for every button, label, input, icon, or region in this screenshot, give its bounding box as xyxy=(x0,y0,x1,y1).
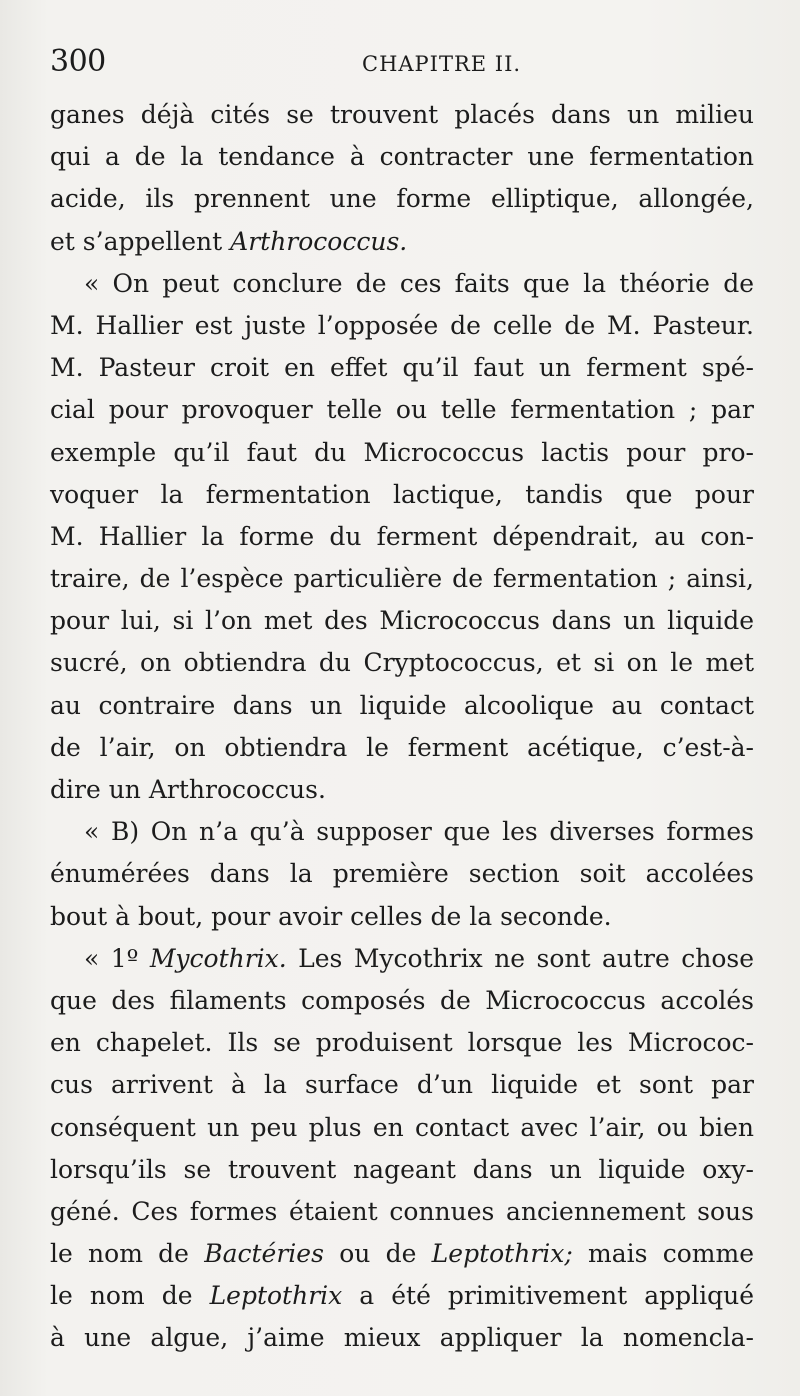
text-line: acide, ils prennent une forme elliptique, allongée, xyxy=(50,184,754,214)
text-line: traire, de l’espèce particulière de fermentation ; ainsi, xyxy=(50,564,754,594)
text-line: au contraire dans un liquide alcoolique au contact xyxy=(50,690,754,720)
text-line: « B) On n’a qu’à supposer que les diverses formes xyxy=(84,817,754,847)
text-line: M. Hallier la forme du ferment dépendrait, au con- xyxy=(50,521,754,551)
text-line: dire un Arthrococcus. xyxy=(50,775,326,804)
text-segment: a été primitivement appliqué xyxy=(342,1281,755,1311)
text-line: conséquent un peu plus en contact avec l’air, ou bien xyxy=(50,1112,754,1142)
text-line: cus arrivent à la surface d’un liquide et sont par xyxy=(50,1070,754,1100)
text-line: M. Hallier est juste l’opposée de celle de M. Pasteur. xyxy=(50,310,754,340)
text-line: ganes déjà cités se trouvent placés dans un milieu xyxy=(50,100,754,129)
italic-text: Leptothrix; xyxy=(431,1239,573,1269)
text-line xyxy=(50,1275,754,1317)
text-segment: le nom de xyxy=(50,1239,205,1269)
text-line: à une algue, j’aime mieux appliquer la nomencla- xyxy=(50,1323,754,1353)
text-line: en chapelet. Ils se produisent lorsque les Micrococ- xyxy=(50,1028,754,1058)
italic-text: Bactéries xyxy=(204,1239,324,1269)
text-line: M. Pasteur croit en effet qu’il faut un ferment spé- xyxy=(50,353,754,383)
page-header xyxy=(50,44,750,84)
text-line: « On peut conclure de ces faits que la théorie de xyxy=(84,268,754,298)
running-head: CHAPITRE II. xyxy=(362,52,522,76)
text-line: lorsqu’ils se trouvent nageant dans un liquide oxy- xyxy=(50,1154,754,1184)
text-segment: et s’appellent xyxy=(50,226,231,256)
text-line: pour lui, si l’on met des Micrococcus dans un liquide xyxy=(50,606,754,636)
italic-text: Leptothrix xyxy=(209,1281,343,1311)
italic-text: Mycothrix. xyxy=(149,943,287,973)
text-line: que des filaments composés de Micrococcus accolés xyxy=(50,985,754,1015)
text-line: bout à bout, pour avoir celles de la seconde. xyxy=(50,901,612,931)
text-line: voquer la fermentation lactique, tandis que pour xyxy=(50,479,754,509)
text-line: exemple qu’il faut du Micrococcus lactis pour pro- xyxy=(50,437,754,467)
text-line: qui a de la tendance à contracter une fermentation xyxy=(50,142,754,172)
italic-text: Arthrococcus. xyxy=(230,226,408,256)
text-segment: le nom de xyxy=(50,1281,210,1311)
text-segment: Les Mycothrix ne sont autre chose xyxy=(286,943,754,973)
text-line: énumérées dans la première section soit accolées xyxy=(50,859,754,889)
text-line: géné. Ces formes étaient connues anciennement sous xyxy=(50,1196,754,1226)
text-segment: ou de xyxy=(323,1239,432,1269)
page-number: 300 xyxy=(50,44,106,79)
text-segment: « 1º xyxy=(84,943,150,973)
body-text xyxy=(50,94,754,1360)
text-line: cial pour provoquer telle ou telle fermentation ; par xyxy=(50,395,754,425)
text-line: sucré, on obtiendra du Cryptococcus, et si on le met xyxy=(50,648,754,678)
text-line xyxy=(50,938,754,980)
text-line xyxy=(50,1233,754,1275)
text-line: de l’air, on obtiendra le ferment acétique, c’est-à- xyxy=(50,732,754,762)
text-line xyxy=(50,221,754,263)
text-segment: mais comme xyxy=(572,1239,755,1269)
